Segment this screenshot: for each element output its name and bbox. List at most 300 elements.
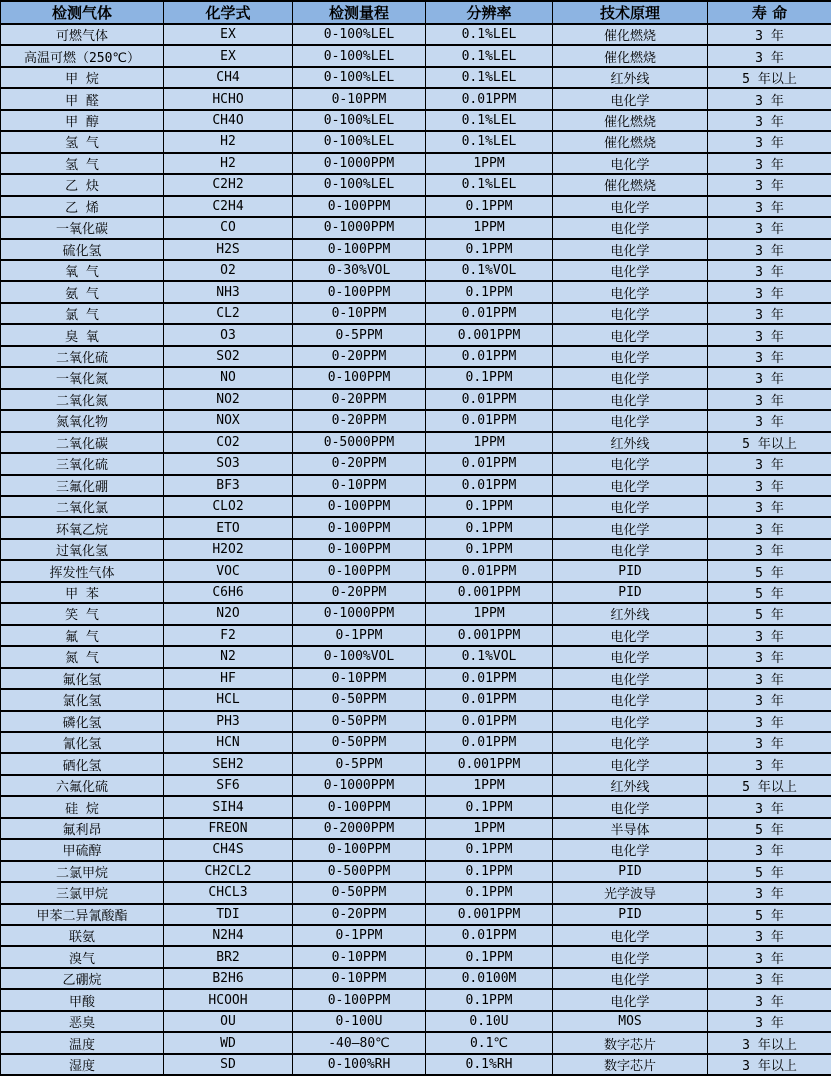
gas-name-cell: 甲 醇 xyxy=(1,110,164,131)
table-row xyxy=(1,110,831,131)
table-row xyxy=(1,303,831,324)
range-cell: 0-1000PPM xyxy=(293,217,426,238)
resolution-cell: 1PPM xyxy=(426,432,553,453)
range-cell: 0-10PPM xyxy=(293,668,426,689)
gas-name-cell: 乙 烯 xyxy=(1,196,164,217)
range-cell: 0-100PPM xyxy=(293,367,426,388)
lifespan-cell: 3 年 xyxy=(708,711,831,732)
formula-cell: PH3 xyxy=(164,711,293,732)
principle-cell: 电化学 xyxy=(553,239,708,260)
formula-cell: NOX xyxy=(164,410,293,431)
formula-cell: EX xyxy=(164,24,293,45)
formula-cell: O2 xyxy=(164,260,293,281)
formula-cell: SD xyxy=(164,1054,293,1075)
principle-cell: 红外线 xyxy=(553,775,708,796)
resolution-cell: 0.1PPM xyxy=(426,539,553,560)
header-row xyxy=(1,1,831,24)
range-cell: 0-100PPM xyxy=(293,560,426,581)
table-row xyxy=(1,174,831,195)
range-cell: 0-100PPM xyxy=(293,989,426,1010)
gas-name-cell: 氮 气 xyxy=(1,646,164,667)
lifespan-cell: 3 年 xyxy=(708,389,831,410)
principle-cell: 数字芯片 xyxy=(553,1032,708,1053)
principle-cell: PID xyxy=(553,861,708,882)
lifespan-cell: 3 年 xyxy=(708,110,831,131)
formula-cell: SIH4 xyxy=(164,796,293,817)
gas-name-cell: 二氯甲烷 xyxy=(1,861,164,882)
gas-name-cell: 可燃气体 xyxy=(1,24,164,45)
formula-cell: NO2 xyxy=(164,389,293,410)
principle-cell: 电化学 xyxy=(553,217,708,238)
resolution-cell: 0.1PPM xyxy=(426,839,553,860)
range-cell: 0-5PPM xyxy=(293,753,426,774)
table-row xyxy=(1,925,831,946)
table-row xyxy=(1,539,831,560)
lifespan-cell: 3 年 xyxy=(708,839,831,860)
resolution-cell: 0.10U xyxy=(426,1011,553,1032)
gas-name-cell: 氰化氢 xyxy=(1,732,164,753)
gas-name-cell: 磷化氢 xyxy=(1,711,164,732)
gas-name-cell: 环氧乙烷 xyxy=(1,517,164,538)
gas-name-cell: 笑 气 xyxy=(1,603,164,624)
table-row xyxy=(1,517,831,538)
lifespan-cell: 3 年 xyxy=(708,753,831,774)
resolution-cell: 0.01PPM xyxy=(426,303,553,324)
table-row xyxy=(1,346,831,367)
lifespan-cell: 5 年 xyxy=(708,560,831,581)
table-row xyxy=(1,45,831,66)
range-cell: 0-100%RH xyxy=(293,1054,426,1075)
table-row xyxy=(1,217,831,238)
column-header-resolution: 分辨率 xyxy=(426,1,553,24)
table-row xyxy=(1,668,831,689)
resolution-cell: 0.01PPM xyxy=(426,475,553,496)
resolution-cell: 0.1PPM xyxy=(426,861,553,882)
gas-name-cell: 氢 气 xyxy=(1,131,164,152)
principle-cell: 数字芯片 xyxy=(553,1054,708,1075)
range-cell: 0-500PPM xyxy=(293,861,426,882)
principle-cell: 电化学 xyxy=(553,303,708,324)
lifespan-cell: 3 年 xyxy=(708,925,831,946)
formula-cell: N2O xyxy=(164,603,293,624)
range-cell: 0-100%LEL xyxy=(293,67,426,88)
lifespan-cell: 5 年以上 xyxy=(708,432,831,453)
lifespan-cell: 3 年 xyxy=(708,989,831,1010)
gas-name-cell: 氧 气 xyxy=(1,260,164,281)
lifespan-cell: 3 年 xyxy=(708,646,831,667)
formula-cell: BF3 xyxy=(164,475,293,496)
table-row xyxy=(1,796,831,817)
resolution-cell: 0.1PPM xyxy=(426,496,553,517)
principle-cell: 电化学 xyxy=(553,968,708,989)
gas-name-cell: 氟 气 xyxy=(1,625,164,646)
gas-name-cell: 温度 xyxy=(1,1032,164,1053)
lifespan-cell: 5 年以上 xyxy=(708,775,831,796)
principle-cell: 光学波导 xyxy=(553,882,708,903)
table-row xyxy=(1,732,831,753)
range-cell: 0-100%VOL xyxy=(293,646,426,667)
resolution-cell: 0.1PPM xyxy=(426,796,553,817)
table-row xyxy=(1,839,831,860)
table-row xyxy=(1,88,831,109)
range-cell: 0-100PPM xyxy=(293,839,426,860)
range-cell: 0-100PPM xyxy=(293,281,426,302)
table-row xyxy=(1,625,831,646)
resolution-cell: 0.001PPM xyxy=(426,753,553,774)
lifespan-cell: 3 年 xyxy=(708,196,831,217)
principle-cell: 电化学 xyxy=(553,281,708,302)
table-body xyxy=(1,24,831,1075)
lifespan-cell: 3 年 xyxy=(708,45,831,66)
gas-name-cell: 溴气 xyxy=(1,946,164,967)
formula-cell: HCL xyxy=(164,689,293,710)
lifespan-cell: 3 年 xyxy=(708,239,831,260)
gas-name-cell: 甲 苯 xyxy=(1,582,164,603)
lifespan-cell: 5 年以上 xyxy=(708,67,831,88)
table-row xyxy=(1,131,831,152)
range-cell: 0-1PPM xyxy=(293,925,426,946)
table-row xyxy=(1,818,831,839)
formula-cell: CHCL3 xyxy=(164,882,293,903)
formula-cell: B2H6 xyxy=(164,968,293,989)
table-row xyxy=(1,753,831,774)
range-cell: 0-50PPM xyxy=(293,711,426,732)
table-row xyxy=(1,1032,831,1053)
resolution-cell: 0.01PPM xyxy=(426,925,553,946)
resolution-cell: 0.1%LEL xyxy=(426,131,553,152)
principle-cell: PID xyxy=(553,560,708,581)
lifespan-cell: 3 年 xyxy=(708,303,831,324)
range-cell: 0-100PPM xyxy=(293,517,426,538)
formula-cell: SF6 xyxy=(164,775,293,796)
resolution-cell: 0.001PPM xyxy=(426,904,553,925)
resolution-cell: 1PPM xyxy=(426,153,553,174)
gas-name-cell: 氨 气 xyxy=(1,281,164,302)
formula-cell: CH4 xyxy=(164,67,293,88)
table-row xyxy=(1,1054,831,1075)
table-row xyxy=(1,432,831,453)
resolution-cell: 0.01PPM xyxy=(426,560,553,581)
column-header-lifespan: 寿 命 xyxy=(708,1,831,24)
gas-name-cell: 一氧化氮 xyxy=(1,367,164,388)
range-cell: 0-100U xyxy=(293,1011,426,1032)
gas-name-cell: 高温可燃（250℃） xyxy=(1,45,164,66)
formula-cell: CH2CL2 xyxy=(164,861,293,882)
gas-name-cell: 三氯甲烷 xyxy=(1,882,164,903)
formula-cell: N2 xyxy=(164,646,293,667)
resolution-cell: 0.1PPM xyxy=(426,239,553,260)
resolution-cell: 0.1PPM xyxy=(426,196,553,217)
lifespan-cell: 3 年 xyxy=(708,732,831,753)
resolution-cell: 0.1PPM xyxy=(426,946,553,967)
range-cell: 0-5000PPM xyxy=(293,432,426,453)
principle-cell: 电化学 xyxy=(553,711,708,732)
gas-name-cell: 硒化氢 xyxy=(1,753,164,774)
resolution-cell: 0.001PPM xyxy=(426,625,553,646)
resolution-cell: 0.1PPM xyxy=(426,882,553,903)
resolution-cell: 0.1PPM xyxy=(426,989,553,1010)
range-cell: 0-100%LEL xyxy=(293,174,426,195)
gas-name-cell: 氟利昂 xyxy=(1,818,164,839)
principle-cell: 催化燃烧 xyxy=(553,174,708,195)
resolution-cell: 0.01PPM xyxy=(426,88,553,109)
gas-name-cell: 二氧化氯 xyxy=(1,496,164,517)
resolution-cell: 0.1PPM xyxy=(426,367,553,388)
resolution-cell: 0.1%RH xyxy=(426,1054,553,1075)
resolution-cell: 0.01PPM xyxy=(426,453,553,474)
resolution-cell: 0.01PPM xyxy=(426,389,553,410)
formula-cell: SO2 xyxy=(164,346,293,367)
formula-cell: FREON xyxy=(164,818,293,839)
principle-cell: 电化学 xyxy=(553,539,708,560)
range-cell: 0-100%LEL xyxy=(293,45,426,66)
table-row xyxy=(1,560,831,581)
gas-name-cell: 氟化氢 xyxy=(1,668,164,689)
range-cell: 0-20PPM xyxy=(293,410,426,431)
table-row xyxy=(1,861,831,882)
resolution-cell: 0.01PPM xyxy=(426,346,553,367)
gas-name-cell: 甲 烷 xyxy=(1,67,164,88)
range-cell: 0-20PPM xyxy=(293,453,426,474)
formula-cell: VOC xyxy=(164,560,293,581)
lifespan-cell: 3 年 xyxy=(708,946,831,967)
resolution-cell: 0.1%LEL xyxy=(426,45,553,66)
principle-cell: MOS xyxy=(553,1011,708,1032)
table-row xyxy=(1,239,831,260)
range-cell: 0-100PPM xyxy=(293,539,426,560)
table-row xyxy=(1,196,831,217)
gas-name-cell: 甲硫醇 xyxy=(1,839,164,860)
lifespan-cell: 3 年 xyxy=(708,410,831,431)
resolution-cell: 0.1℃ xyxy=(426,1032,553,1053)
gas-name-cell: 二氧化硫 xyxy=(1,346,164,367)
gas-name-cell: 六氟化硫 xyxy=(1,775,164,796)
resolution-cell: 0.01PPM xyxy=(426,668,553,689)
formula-cell: CL2 xyxy=(164,303,293,324)
column-header-gas: 检测气体 xyxy=(1,1,164,24)
formula-cell: H2O2 xyxy=(164,539,293,560)
gas-name-cell: 臭 氧 xyxy=(1,324,164,345)
formula-cell: N2H4 xyxy=(164,925,293,946)
lifespan-cell: 5 年 xyxy=(708,861,831,882)
gas-name-cell: 过氧化氢 xyxy=(1,539,164,560)
range-cell: 0-100%LEL xyxy=(293,110,426,131)
table-row xyxy=(1,689,831,710)
lifespan-cell: 3 年 xyxy=(708,174,831,195)
table-row xyxy=(1,281,831,302)
principle-cell: 半导体 xyxy=(553,818,708,839)
lifespan-cell: 3 年 xyxy=(708,346,831,367)
formula-cell: HCOOH xyxy=(164,989,293,1010)
range-cell: 0-20PPM xyxy=(293,904,426,925)
lifespan-cell: 3 年 xyxy=(708,882,831,903)
range-cell: 0-30%VOL xyxy=(293,260,426,281)
table-row xyxy=(1,67,831,88)
resolution-cell: 0.0100M xyxy=(426,968,553,989)
table-row xyxy=(1,989,831,1010)
table-row xyxy=(1,904,831,925)
resolution-cell: 0.1%LEL xyxy=(426,24,553,45)
range-cell: 0-100PPM xyxy=(293,796,426,817)
range-cell: 0-100%LEL xyxy=(293,24,426,45)
table-row xyxy=(1,775,831,796)
lifespan-cell: 3 年 xyxy=(708,88,831,109)
table-row xyxy=(1,646,831,667)
range-cell: 0-1000PPM xyxy=(293,153,426,174)
formula-cell: C6H6 xyxy=(164,582,293,603)
lifespan-cell: 5 年 xyxy=(708,582,831,603)
gas-name-cell: 乙 炔 xyxy=(1,174,164,195)
formula-cell: ETO xyxy=(164,517,293,538)
range-cell: 0-100PPM xyxy=(293,239,426,260)
gas-name-cell: 三氧化硫 xyxy=(1,453,164,474)
lifespan-cell: 3 年 xyxy=(708,24,831,45)
range-cell: 0-100PPM xyxy=(293,196,426,217)
resolution-cell: 0.1PPM xyxy=(426,281,553,302)
formula-cell: SO3 xyxy=(164,453,293,474)
range-cell: 0-100%LEL xyxy=(293,131,426,152)
principle-cell: 电化学 xyxy=(553,989,708,1010)
principle-cell: 电化学 xyxy=(553,88,708,109)
table-row xyxy=(1,24,831,45)
formula-cell: TDI xyxy=(164,904,293,925)
principle-cell: 电化学 xyxy=(553,732,708,753)
principle-cell: 电化学 xyxy=(553,625,708,646)
principle-cell: 电化学 xyxy=(553,925,708,946)
gas-name-cell: 氯 气 xyxy=(1,303,164,324)
gas-name-cell: 恶臭 xyxy=(1,1011,164,1032)
lifespan-cell: 3 年 xyxy=(708,668,831,689)
table-row xyxy=(1,475,831,496)
formula-cell: C2H4 xyxy=(164,196,293,217)
gas-name-cell: 二氧化碳 xyxy=(1,432,164,453)
formula-cell: HCHO xyxy=(164,88,293,109)
gas-name-cell: 一氧化碳 xyxy=(1,217,164,238)
formula-cell: OU xyxy=(164,1011,293,1032)
resolution-cell: 0.01PPM xyxy=(426,711,553,732)
range-cell: 0-1000PPM xyxy=(293,775,426,796)
lifespan-cell: 3 年 xyxy=(708,796,831,817)
table-row xyxy=(1,324,831,345)
table-row xyxy=(1,882,831,903)
range-cell: 0-10PPM xyxy=(293,968,426,989)
formula-cell: CH4S xyxy=(164,839,293,860)
lifespan-cell: 3 年 xyxy=(708,496,831,517)
principle-cell: 电化学 xyxy=(553,346,708,367)
column-header-range: 检测量程 xyxy=(293,1,426,24)
column-header-formula: 化学式 xyxy=(164,1,293,24)
lifespan-cell: 5 年 xyxy=(708,818,831,839)
range-cell: 0-50PPM xyxy=(293,732,426,753)
gas-name-cell: 湿度 xyxy=(1,1054,164,1075)
formula-cell: CO xyxy=(164,217,293,238)
principle-cell: 电化学 xyxy=(553,496,708,517)
principle-cell: 催化燃烧 xyxy=(553,131,708,152)
principle-cell: 电化学 xyxy=(553,753,708,774)
principle-cell: 电化学 xyxy=(553,410,708,431)
range-cell: 0-50PPM xyxy=(293,689,426,710)
resolution-cell: 0.1%VOL xyxy=(426,260,553,281)
table-row xyxy=(1,968,831,989)
range-cell: 0-20PPM xyxy=(293,582,426,603)
lifespan-cell: 3 年 xyxy=(708,217,831,238)
table-row xyxy=(1,496,831,517)
table-row xyxy=(1,603,831,624)
range-cell: 0-5PPM xyxy=(293,324,426,345)
principle-cell: PID xyxy=(553,582,708,603)
formula-cell: H2S xyxy=(164,239,293,260)
formula-cell: C2H2 xyxy=(164,174,293,195)
lifespan-cell: 5 年 xyxy=(708,603,831,624)
gas-name-cell: 三氟化硼 xyxy=(1,475,164,496)
gas-name-cell: 氯化氢 xyxy=(1,689,164,710)
principle-cell: 电化学 xyxy=(553,153,708,174)
lifespan-cell: 3 年 xyxy=(708,453,831,474)
gas-name-cell: 甲苯二异氰酸酯 xyxy=(1,904,164,925)
lifespan-cell: 3 年以上 xyxy=(708,1054,831,1075)
lifespan-cell: 3 年 xyxy=(708,324,831,345)
formula-cell: H2 xyxy=(164,131,293,152)
resolution-cell: 0.001PPM xyxy=(426,582,553,603)
table-row xyxy=(1,153,831,174)
gas-name-cell: 硫化氢 xyxy=(1,239,164,260)
formula-cell: HF xyxy=(164,668,293,689)
lifespan-cell: 3 年 xyxy=(708,367,831,388)
formula-cell: CLO2 xyxy=(164,496,293,517)
lifespan-cell: 3 年 xyxy=(708,689,831,710)
gas-name-cell: 硅 烷 xyxy=(1,796,164,817)
principle-cell: PID xyxy=(553,904,708,925)
table-row xyxy=(1,367,831,388)
principle-cell: 电化学 xyxy=(553,689,708,710)
lifespan-cell: 3 年 xyxy=(708,968,831,989)
lifespan-cell: 3 年 xyxy=(708,153,831,174)
resolution-cell: 0.1%VOL xyxy=(426,646,553,667)
lifespan-cell: 3 年以上 xyxy=(708,1032,831,1053)
formula-cell: SEH2 xyxy=(164,753,293,774)
lifespan-cell: 3 年 xyxy=(708,517,831,538)
principle-cell: 电化学 xyxy=(553,796,708,817)
principle-cell: 电化学 xyxy=(553,946,708,967)
resolution-cell: 0.01PPM xyxy=(426,689,553,710)
range-cell: 0-50PPM xyxy=(293,882,426,903)
principle-cell: 电化学 xyxy=(553,453,708,474)
table-row xyxy=(1,260,831,281)
table-row xyxy=(1,389,831,410)
gas-name-cell: 乙硼烷 xyxy=(1,968,164,989)
range-cell: 0-100PPM xyxy=(293,496,426,517)
formula-cell: NO xyxy=(164,367,293,388)
table-row xyxy=(1,582,831,603)
formula-cell: BR2 xyxy=(164,946,293,967)
formula-cell: HCN xyxy=(164,732,293,753)
principle-cell: 电化学 xyxy=(553,839,708,860)
principle-cell: 电化学 xyxy=(553,517,708,538)
resolution-cell: 0.1%LEL xyxy=(426,67,553,88)
lifespan-cell: 3 年 xyxy=(708,539,831,560)
table-row xyxy=(1,410,831,431)
gas-name-cell: 氮氧化物 xyxy=(1,410,164,431)
resolution-cell: 0.1%LEL xyxy=(426,110,553,131)
resolution-cell: 0.01PPM xyxy=(426,732,553,753)
lifespan-cell: 3 年 xyxy=(708,1011,831,1032)
formula-cell: NH3 xyxy=(164,281,293,302)
range-cell: 0-1000PPM xyxy=(293,603,426,624)
table-row xyxy=(1,453,831,474)
principle-cell: 催化燃烧 xyxy=(553,110,708,131)
gas-name-cell: 氢 气 xyxy=(1,153,164,174)
table-row xyxy=(1,1011,831,1032)
